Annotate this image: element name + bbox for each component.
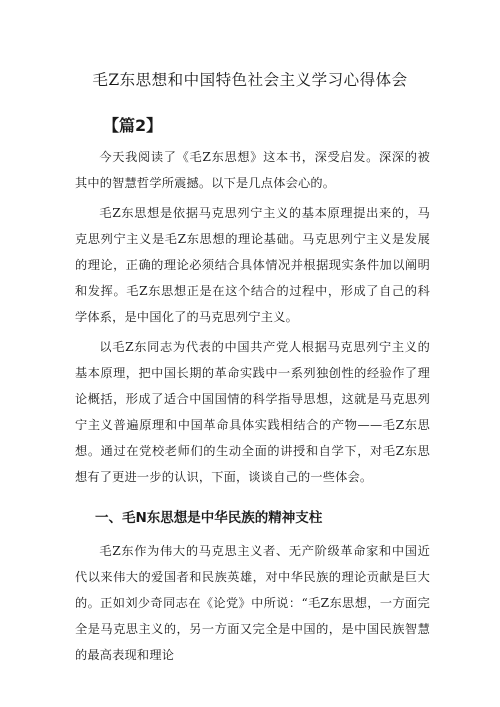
paragraph-spirit: 毛Z东作为伟大的马克思主义者、无产阶级革命家和中国近代以来伟大的爱国者和民族英雄，对中华民族的理论贡献是巨大的。正如刘少奇同志在《论党》中所说：“毛Z东思想，一方面完全是马克思主义的，另一方面又完全是中国的，是中国民族智慧的最高表现和理论 xyxy=(75,544,430,662)
section-label: 【篇2】 xyxy=(103,116,163,135)
paragraph-practice: 以毛Z东同志为代表的中国共产党人根据马克思列宁主义的基本原理，把中国长期的革命实践中一系列独创性的经验作了理论概括，形成了适合中国国情的科学指导思想，这就是马克思列宁主义普遍原理和中国革命具体实践相结合的产物——毛Z东思想。通过在党校老师们的生动全面的讲授和自学下，对毛Z东思想有了更进一步的认识，下面，谈谈自己的一些体会。 xyxy=(75,340,430,484)
paragraph-theory-basis: 毛Z东思想是依据马克思列宁主义的基本原理提出来的，马克思列宁主义是毛Z东思想的理论基础。马克思列宁主义是发展的理论，正确的理论必须结合具体情况并根据现实条件加以阐明和发挥。毛Z东思想正是在这个结合的过程中，形成了自己的科学体系，是中国化了的马克思列宁主义。 xyxy=(75,206,430,324)
paragraph-intro: 今天我阅读了《毛Z东思想》这本书，深受启发。深深的被其中的智慧哲学所震撼。以下是几点体会心的。 xyxy=(75,150,430,190)
section-heading: 一、毛N东思想是中华民族的精神支柱 xyxy=(95,510,323,526)
document-title: 毛Z东思想和中国特色社会主义学习心得体会 xyxy=(92,71,408,89)
